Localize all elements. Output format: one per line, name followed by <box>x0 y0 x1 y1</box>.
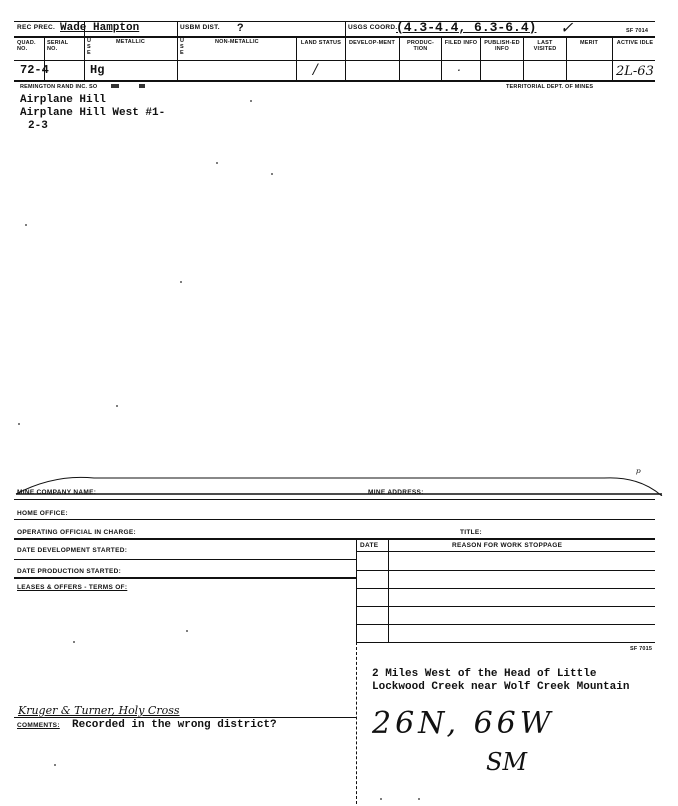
active-idle-label: ACTIVE IDLE <box>616 40 654 46</box>
location-block <box>372 668 629 694</box>
speck <box>116 405 118 407</box>
rec-prec-value: Wade Hampton <box>60 22 140 34</box>
mine-address-label: MINE ADDRESS: <box>368 489 424 496</box>
speck <box>18 423 20 425</box>
date-development-label: DATE DEVELOPMENT STARTED: <box>17 547 128 554</box>
serial-no-label: SERIAL NO. <box>47 40 69 52</box>
location-line-1: 2 Miles West of the Head of Little <box>372 668 597 680</box>
table-left-border <box>356 538 357 642</box>
published-info-label: PUBLISH-ED INFO <box>484 40 520 52</box>
header-rule-4 <box>14 80 655 82</box>
table-row-5 <box>356 642 655 643</box>
grid-v8 <box>523 36 524 80</box>
strip-mark-1 <box>111 84 119 88</box>
speck <box>25 224 27 226</box>
date-production-label: DATE PRODUCTION STARTED: <box>17 568 122 575</box>
metallic-label: METALLIC <box>116 39 145 45</box>
speck <box>250 100 252 102</box>
grid-v6 <box>441 36 442 80</box>
mine-name-line-1: Airplane Hill <box>20 94 106 106</box>
filed-info-label: FILED INFO <box>444 40 478 46</box>
lower-divider <box>356 642 357 804</box>
curved-card-edge <box>14 470 666 496</box>
usgs-coord-label: USGS COORD. <box>348 24 398 31</box>
form-number-2: SF 7015 <box>630 646 653 652</box>
table-date-divider <box>388 538 389 642</box>
date-header: DATE <box>360 542 379 549</box>
speck <box>186 630 188 632</box>
mine-name-line-3: 2-3 <box>28 120 48 132</box>
territorial-dept-strip: TERRITORIAL DEPT. OF MINES <box>506 84 594 90</box>
land-status-value: / <box>313 62 318 78</box>
home-office-label: HOME OFFICE: <box>17 510 68 517</box>
speck <box>54 764 56 766</box>
mine-name-block <box>20 94 165 133</box>
usbm-dist-label: USBM DIST. <box>180 24 220 31</box>
row-rule-5 <box>14 577 356 579</box>
rec-prec-label: REC PREC. <box>17 24 56 31</box>
use-letters-metallic: U S E <box>87 38 92 56</box>
comments-label: COMMENTS: <box>17 722 60 729</box>
usgs-coord-value: (4.3-4.4, 6.3-6.4) <box>396 20 537 35</box>
reason-header: REASON FOR WORK STOPPAGE <box>452 542 563 549</box>
speck <box>180 281 182 283</box>
handwritten-owner: Kruger & Turner, Holy Cross <box>18 704 180 717</box>
row-rule-4 <box>14 559 356 560</box>
form-number: SF 7014 <box>626 28 649 34</box>
last-visited-label: LAST VISITED <box>533 40 557 52</box>
handwritten-coords: 26N, 66W <box>372 706 555 741</box>
merit-label: MERIT <box>579 40 599 46</box>
non-metallic-label: NON-METALLIC <box>215 39 259 45</box>
grid-v5 <box>399 36 400 80</box>
grid-v2 <box>177 21 178 80</box>
comments-value: Recorded in the wrong district? <box>72 719 277 731</box>
mine-name-line-2: Airplane Hill West #1- <box>20 107 166 119</box>
table-row-3 <box>356 606 655 607</box>
title-label: TITLE: <box>460 529 483 536</box>
usbm-dist-value: ? <box>237 23 244 35</box>
table-row-2 <box>356 588 655 589</box>
use-letters-nonmetallic: U S E <box>180 38 185 56</box>
speck <box>73 641 75 643</box>
grid-v7 <box>480 36 481 80</box>
remington-strip: REMINGTON RAND INC. SO <box>20 84 98 90</box>
location-line-2: Lockwood Creek near Wolf Creek Mountain <box>372 681 630 693</box>
table-row-1 <box>356 570 655 571</box>
grid-v9 <box>566 36 567 80</box>
comments-rule <box>14 717 356 718</box>
filed-info-mark: . <box>457 60 461 74</box>
row-rule-2 <box>14 519 655 520</box>
handwritten-meridian: SM <box>486 748 528 776</box>
table-row-4 <box>356 624 655 625</box>
check-mark: ✓ <box>560 18 574 37</box>
active-idle-value: 2L-63 <box>616 64 654 79</box>
table-head-rule <box>356 551 655 552</box>
production-label: PRODUC-TION <box>406 40 435 52</box>
quad-no-label: QUAD. NO. <box>17 40 36 52</box>
row-rule-1 <box>14 499 655 500</box>
speck <box>216 162 218 164</box>
land-status-label: LAND STATUS <box>300 40 342 46</box>
speck <box>380 798 382 800</box>
strip-mark-2 <box>139 84 145 88</box>
grid-v3 <box>296 36 297 80</box>
row-rule-3 <box>14 538 655 540</box>
speck <box>271 173 273 175</box>
grid-v4 <box>345 21 346 80</box>
header-rule-2 <box>14 36 655 38</box>
grid-v10 <box>612 36 613 80</box>
mine-company-label: MINE COMPANY NAME: <box>17 489 97 496</box>
corner-mark: ₚ <box>636 462 641 476</box>
header-rule-3 <box>14 60 655 61</box>
quad-value: 72-4 <box>20 63 49 77</box>
leases-label: LEASES & OFFERS - TERMS OF: <box>17 584 128 591</box>
speck <box>418 798 420 800</box>
metallic-value: Hg <box>90 63 105 77</box>
development-label: DEVELOP-MENT <box>348 40 396 46</box>
operating-official-label: OPERATING OFFICIAL IN CHARGE: <box>17 529 136 536</box>
